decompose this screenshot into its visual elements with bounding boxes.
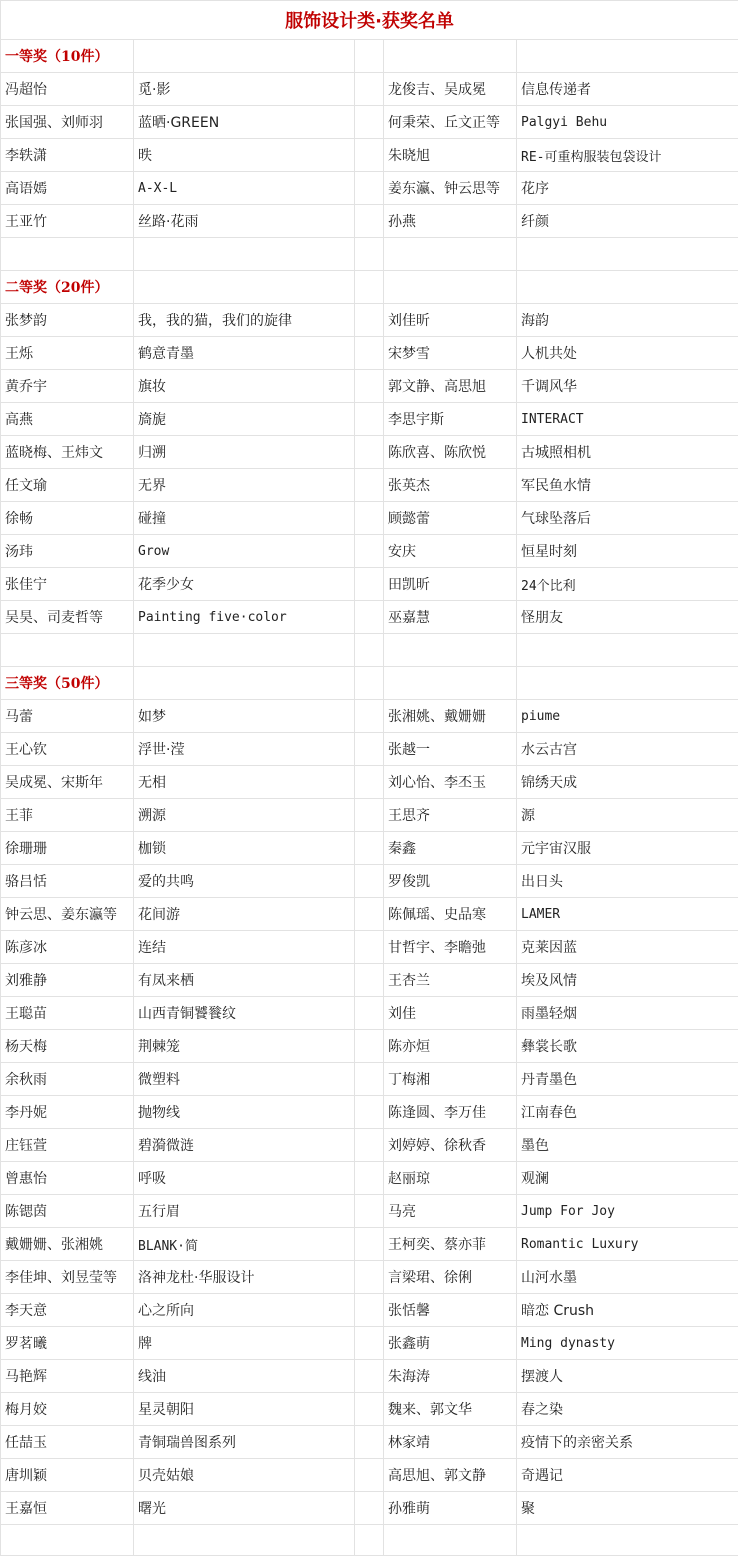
winner-name: 高语嫣 [1, 172, 134, 205]
winner-name: 张国强、刘师羽 [1, 106, 134, 139]
work-title: 洛神龙杜·华服设计 [134, 1261, 355, 1294]
table-row [1, 436, 738, 469]
blank-row [1, 1525, 738, 1556]
winner-name: 郭文静、高思旭 [384, 370, 517, 403]
winner-name: 蓝晓梅、王炜文 [1, 436, 134, 469]
work-title: 枷锁 [134, 832, 355, 865]
table-row [1, 766, 738, 799]
winner-name: 李轶潇 [1, 139, 134, 172]
winner-name: 陈欣喜、陈欣悦 [384, 436, 517, 469]
table-row [1, 139, 738, 172]
winner-name: 孙雅萌 [384, 1492, 517, 1525]
section-heading-row [1, 667, 738, 700]
winner-name: 陈锶茵 [1, 1195, 134, 1228]
work-title: 如梦 [134, 700, 355, 733]
empty-cell [517, 667, 738, 700]
table-row [1, 1228, 738, 1261]
winner-name: 林家靖 [384, 1426, 517, 1459]
work-title: 抛物线 [134, 1096, 355, 1129]
winner-name: 安庆 [384, 535, 517, 568]
table-row [1, 1294, 738, 1327]
spacer-cell [355, 73, 384, 106]
empty-cell [1, 1525, 134, 1556]
empty-cell [384, 271, 517, 304]
table-row [1, 832, 738, 865]
winner-name: 王聪苗 [1, 997, 134, 1030]
empty-cell [384, 667, 517, 700]
work-title: 青铜瑞兽图系列 [134, 1426, 355, 1459]
table-row [1, 733, 738, 766]
work-title: 线油 [134, 1360, 355, 1393]
work-title: 元宇宙汉服 [517, 832, 738, 865]
empty-cell [355, 1525, 384, 1556]
spacer-cell [355, 898, 384, 931]
empty-cell [517, 1525, 738, 1556]
work-title: 我，我的猫，我们的旋律 [134, 304, 355, 337]
table-row [1, 1129, 738, 1162]
winner-name: 李丹妮 [1, 1096, 134, 1129]
work-title: 怪朋友 [517, 601, 738, 634]
winner-name: 刘婷婷、徐秋香 [384, 1129, 517, 1162]
section-heading: 三等奖（50件） [1, 667, 134, 700]
table-row [1, 1261, 738, 1294]
winner-name: 李天意 [1, 1294, 134, 1327]
table-row [1, 799, 738, 832]
work-title: 曙光 [134, 1492, 355, 1525]
table-row [1, 865, 738, 898]
work-title: 墨色 [517, 1129, 738, 1162]
work-title: 彝裳长歌 [517, 1030, 738, 1063]
winner-name: 张恬馨 [384, 1294, 517, 1327]
work-title: 无相 [134, 766, 355, 799]
spacer-cell [355, 568, 384, 601]
work-title: 昳 [134, 139, 355, 172]
winner-name: 巫嘉慧 [384, 601, 517, 634]
winner-name: 张湘姚、戴姗姗 [384, 700, 517, 733]
table-row [1, 1162, 738, 1195]
work-title: 花间游 [134, 898, 355, 931]
empty-cell [355, 40, 384, 73]
work-title: 纤颜 [517, 205, 738, 238]
work-title: 源 [517, 799, 738, 832]
spacer-cell [355, 1426, 384, 1459]
table-row [1, 1030, 738, 1063]
empty-cell [517, 271, 738, 304]
work-title: 丝路·花雨 [134, 205, 355, 238]
winner-name: 陈亦烜 [384, 1030, 517, 1063]
winner-name: 王亚竹 [1, 205, 134, 238]
winner-name: 王柯奕、蔡亦菲 [384, 1228, 517, 1261]
spacer-cell [355, 700, 384, 733]
spacer-cell [355, 1492, 384, 1525]
work-title: 千调风华 [517, 370, 738, 403]
work-title: 浮世·滢 [134, 733, 355, 766]
work-title: 觅·影 [134, 73, 355, 106]
section-heading: 二等奖（20件） [1, 271, 134, 304]
winner-name: 王杏兰 [384, 964, 517, 997]
work-title: Palgyi Behu [517, 106, 738, 139]
work-title: BLANK·简 [134, 1228, 355, 1261]
spacer-cell [355, 931, 384, 964]
spacer-cell [355, 799, 384, 832]
spacer-cell [355, 1360, 384, 1393]
empty-cell [384, 1525, 517, 1556]
work-title: 疫情下的亲密关系 [517, 1426, 738, 1459]
work-title: 锦绣天成 [517, 766, 738, 799]
work-title: 信息传递者 [517, 73, 738, 106]
winner-name: 姜东瀛、钟云思等 [384, 172, 517, 205]
winner-name: 魏来、郭文华 [384, 1393, 517, 1426]
winner-name: 王菲 [1, 799, 134, 832]
winner-name: 冯超怡 [1, 73, 134, 106]
empty-cell [384, 634, 517, 667]
blank-row [1, 238, 738, 271]
work-title: Grow [134, 535, 355, 568]
work-title: 旗妆 [134, 370, 355, 403]
spacer-cell [355, 832, 384, 865]
work-title: 山西青铜饕餮纹 [134, 997, 355, 1030]
work-title: 暗恋 Crush [517, 1294, 738, 1327]
spacer-cell [355, 1096, 384, 1129]
winner-name: 张英杰 [384, 469, 517, 502]
winner-name: 李思宇斯 [384, 403, 517, 436]
table-row [1, 1360, 738, 1393]
spacer-cell [355, 766, 384, 799]
spacer-cell [355, 535, 384, 568]
work-title: 溯源 [134, 799, 355, 832]
empty-cell [134, 238, 355, 271]
section-heading-row [1, 271, 738, 304]
work-title: 鹤意青墨 [134, 337, 355, 370]
spacer-cell [355, 139, 384, 172]
work-title: 山河水墨 [517, 1261, 738, 1294]
table-row [1, 106, 738, 139]
spacer-cell [355, 1030, 384, 1063]
spacer-cell [355, 1162, 384, 1195]
work-title: 雨墨轻烟 [517, 997, 738, 1030]
empty-cell [1, 634, 134, 667]
spacer-cell [355, 172, 384, 205]
winner-name: 高燕 [1, 403, 134, 436]
winner-name: 丁梅湘 [384, 1063, 517, 1096]
winner-name: 朱海涛 [384, 1360, 517, 1393]
winner-name: 高思旭、郭文静 [384, 1459, 517, 1492]
winner-name: 孙燕 [384, 205, 517, 238]
work-title: 埃及风情 [517, 964, 738, 997]
work-title: piume [517, 700, 738, 733]
winner-name: 言梁珺、徐俐 [384, 1261, 517, 1294]
page-title: 服饰设计类·获奖名单 [1, 1, 738, 40]
spacer-cell [355, 1393, 384, 1426]
work-title: 无界 [134, 469, 355, 502]
spacer-cell [355, 733, 384, 766]
work-title: 牌 [134, 1327, 355, 1360]
spacer-cell [355, 337, 384, 370]
winner-name: 刘心怡、李丕玉 [384, 766, 517, 799]
winner-name: 张梦韵 [1, 304, 134, 337]
winner-name: 王思齐 [384, 799, 517, 832]
work-title: 花季少女 [134, 568, 355, 601]
winner-name: 曾惠怡 [1, 1162, 134, 1195]
winner-name: 朱晓旭 [384, 139, 517, 172]
empty-cell [517, 40, 738, 73]
winner-name: 李佳坤、刘昱莹等 [1, 1261, 134, 1294]
work-title: 连结 [134, 931, 355, 964]
winner-name: 唐圳颖 [1, 1459, 134, 1492]
winner-name: 钟云思、姜东瀛等 [1, 898, 134, 931]
winner-name: 张越一 [384, 733, 517, 766]
work-title: 出日头 [517, 865, 738, 898]
table-row [1, 502, 738, 535]
spacer-cell [355, 1294, 384, 1327]
table-row [1, 1393, 738, 1426]
winner-name: 吴昊、司麦哲等 [1, 601, 134, 634]
empty-cell [134, 667, 355, 700]
empty-cell [134, 1525, 355, 1556]
table-row [1, 403, 738, 436]
work-title: 气球坠落后 [517, 502, 738, 535]
winner-name: 刘雅静 [1, 964, 134, 997]
table-row [1, 1327, 738, 1360]
spacer-cell [355, 370, 384, 403]
winner-name: 刘佳昕 [384, 304, 517, 337]
spacer-cell [355, 1261, 384, 1294]
table-row [1, 700, 738, 733]
winner-name: 梅月姣 [1, 1393, 134, 1426]
empty-cell [517, 238, 738, 271]
winner-name: 徐畅 [1, 502, 134, 535]
winner-name: 甘哲宇、李瞻弛 [384, 931, 517, 964]
winner-name: 马亮 [384, 1195, 517, 1228]
table-row [1, 601, 738, 634]
spacer-cell [355, 1327, 384, 1360]
empty-cell [134, 271, 355, 304]
work-title: 江南春色 [517, 1096, 738, 1129]
empty-cell [384, 40, 517, 73]
winner-name: 杨天梅 [1, 1030, 134, 1063]
work-title: 碰撞 [134, 502, 355, 535]
table-row [1, 1096, 738, 1129]
work-title: 奇遇记 [517, 1459, 738, 1492]
winner-name: 汤玮 [1, 535, 134, 568]
table-row [1, 1492, 738, 1525]
empty-cell [517, 634, 738, 667]
table-row [1, 535, 738, 568]
table-row [1, 73, 738, 106]
winner-name: 顾懿蕾 [384, 502, 517, 535]
table-row [1, 469, 738, 502]
winner-name: 张佳宁 [1, 568, 134, 601]
work-title: Jump For Joy [517, 1195, 738, 1228]
spacer-cell [355, 304, 384, 337]
spacer-cell [355, 403, 384, 436]
work-title: 人机共处 [517, 337, 738, 370]
spacer-cell [355, 1459, 384, 1492]
work-title: 丹青墨色 [517, 1063, 738, 1096]
winner-name: 刘佳 [384, 997, 517, 1030]
section-heading: 一等奖（10件） [1, 40, 134, 73]
winner-name: 陈逢圆、李万佳 [384, 1096, 517, 1129]
winner-name: 何秉荣、丘文正等 [384, 106, 517, 139]
spacer-cell [355, 997, 384, 1030]
table-row [1, 1426, 738, 1459]
work-title: 微塑料 [134, 1063, 355, 1096]
spacer-cell [355, 436, 384, 469]
work-title: 水云古宫 [517, 733, 738, 766]
empty-cell [134, 634, 355, 667]
work-title: Romantic Luxury [517, 1228, 738, 1261]
spacer-cell [355, 205, 384, 238]
work-title: 克莱因蓝 [517, 931, 738, 964]
table-row [1, 1195, 738, 1228]
winner-name: 赵丽琼 [384, 1162, 517, 1195]
empty-cell [355, 238, 384, 271]
table-row [1, 172, 738, 205]
work-title: 军民鱼水情 [517, 469, 738, 502]
winner-name: 陈佩瑶、史品寒 [384, 898, 517, 931]
winner-name: 马艳辉 [1, 1360, 134, 1393]
winner-name: 罗茗曦 [1, 1327, 134, 1360]
work-title: 爱的共鸣 [134, 865, 355, 898]
table-row [1, 931, 738, 964]
spacer-cell [355, 1063, 384, 1096]
work-title: 恒星时刻 [517, 535, 738, 568]
work-title: 呼吸 [134, 1162, 355, 1195]
table-row [1, 997, 738, 1030]
winner-name: 徐珊珊 [1, 832, 134, 865]
table-row [1, 1459, 738, 1492]
spacer-cell [355, 502, 384, 535]
winner-name: 秦鑫 [384, 832, 517, 865]
table-row [1, 1063, 738, 1096]
table-row [1, 964, 738, 997]
winner-name: 马蕾 [1, 700, 134, 733]
work-title: 春之染 [517, 1393, 738, 1426]
work-title: 五行眉 [134, 1195, 355, 1228]
winner-name: 陈彦冰 [1, 931, 134, 964]
work-title: 心之所向 [134, 1294, 355, 1327]
table-row [1, 568, 738, 601]
spacer-cell [355, 469, 384, 502]
winner-name: 田凯昕 [384, 568, 517, 601]
spacer-cell [355, 601, 384, 634]
winner-name: 任喆玉 [1, 1426, 134, 1459]
winner-name: 任文瑜 [1, 469, 134, 502]
winner-name: 王烁 [1, 337, 134, 370]
work-title: 贝壳姑娘 [134, 1459, 355, 1492]
work-title: LAMER [517, 898, 738, 931]
winner-name: 庄钰萱 [1, 1129, 134, 1162]
work-title: 花序 [517, 172, 738, 205]
work-title: INTERACT [517, 403, 738, 436]
winner-name: 罗俊凯 [384, 865, 517, 898]
empty-cell [384, 238, 517, 271]
work-title: 聚 [517, 1492, 738, 1525]
table-row [1, 304, 738, 337]
spacer-cell [355, 1228, 384, 1261]
winner-name: 黄乔宇 [1, 370, 134, 403]
winner-name: 王嘉恒 [1, 1492, 134, 1525]
work-title: 有凤来栖 [134, 964, 355, 997]
work-title: 旖旎 [134, 403, 355, 436]
spacer-cell [355, 1195, 384, 1228]
work-title: 蓝晒·GREEN [134, 106, 355, 139]
work-title: 荆棘笼 [134, 1030, 355, 1063]
spacer-cell [355, 1129, 384, 1162]
blank-row [1, 634, 738, 667]
spacer-cell [355, 865, 384, 898]
table-row [1, 337, 738, 370]
work-title: RE-可重构服装包袋设计 [517, 139, 738, 172]
work-title: 碧漪微涟 [134, 1129, 355, 1162]
table-row [1, 898, 738, 931]
empty-cell [355, 667, 384, 700]
work-title: 观澜 [517, 1162, 738, 1195]
spacer-cell [355, 964, 384, 997]
work-title: 归溯 [134, 436, 355, 469]
winner-name: 戴姗姗、张湘姚 [1, 1228, 134, 1261]
winner-name: 余秋雨 [1, 1063, 134, 1096]
work-title: 摆渡人 [517, 1360, 738, 1393]
work-title: Ming dynasty [517, 1327, 738, 1360]
table-row [1, 205, 738, 238]
work-title: Painting five·color [134, 601, 355, 634]
winner-name: 龙俊吉、吴成冕 [384, 73, 517, 106]
empty-cell [355, 271, 384, 304]
table-row [1, 370, 738, 403]
winner-name: 王心钦 [1, 733, 134, 766]
winner-name: 吴成冕、宋斯年 [1, 766, 134, 799]
work-title: 海韵 [517, 304, 738, 337]
title-row [1, 1, 738, 40]
section-heading-row [1, 40, 738, 73]
work-title: A-X-L [134, 172, 355, 205]
work-title: 24个比利 [517, 568, 738, 601]
spacer-cell [355, 106, 384, 139]
work-title: 古城照相机 [517, 436, 738, 469]
empty-cell [1, 238, 134, 271]
empty-cell [355, 634, 384, 667]
winner-name: 骆吕恬 [1, 865, 134, 898]
winner-name: 宋梦雪 [384, 337, 517, 370]
winner-name: 张鑫萌 [384, 1327, 517, 1360]
empty-cell [134, 40, 355, 73]
work-title: 星灵朝阳 [134, 1393, 355, 1426]
